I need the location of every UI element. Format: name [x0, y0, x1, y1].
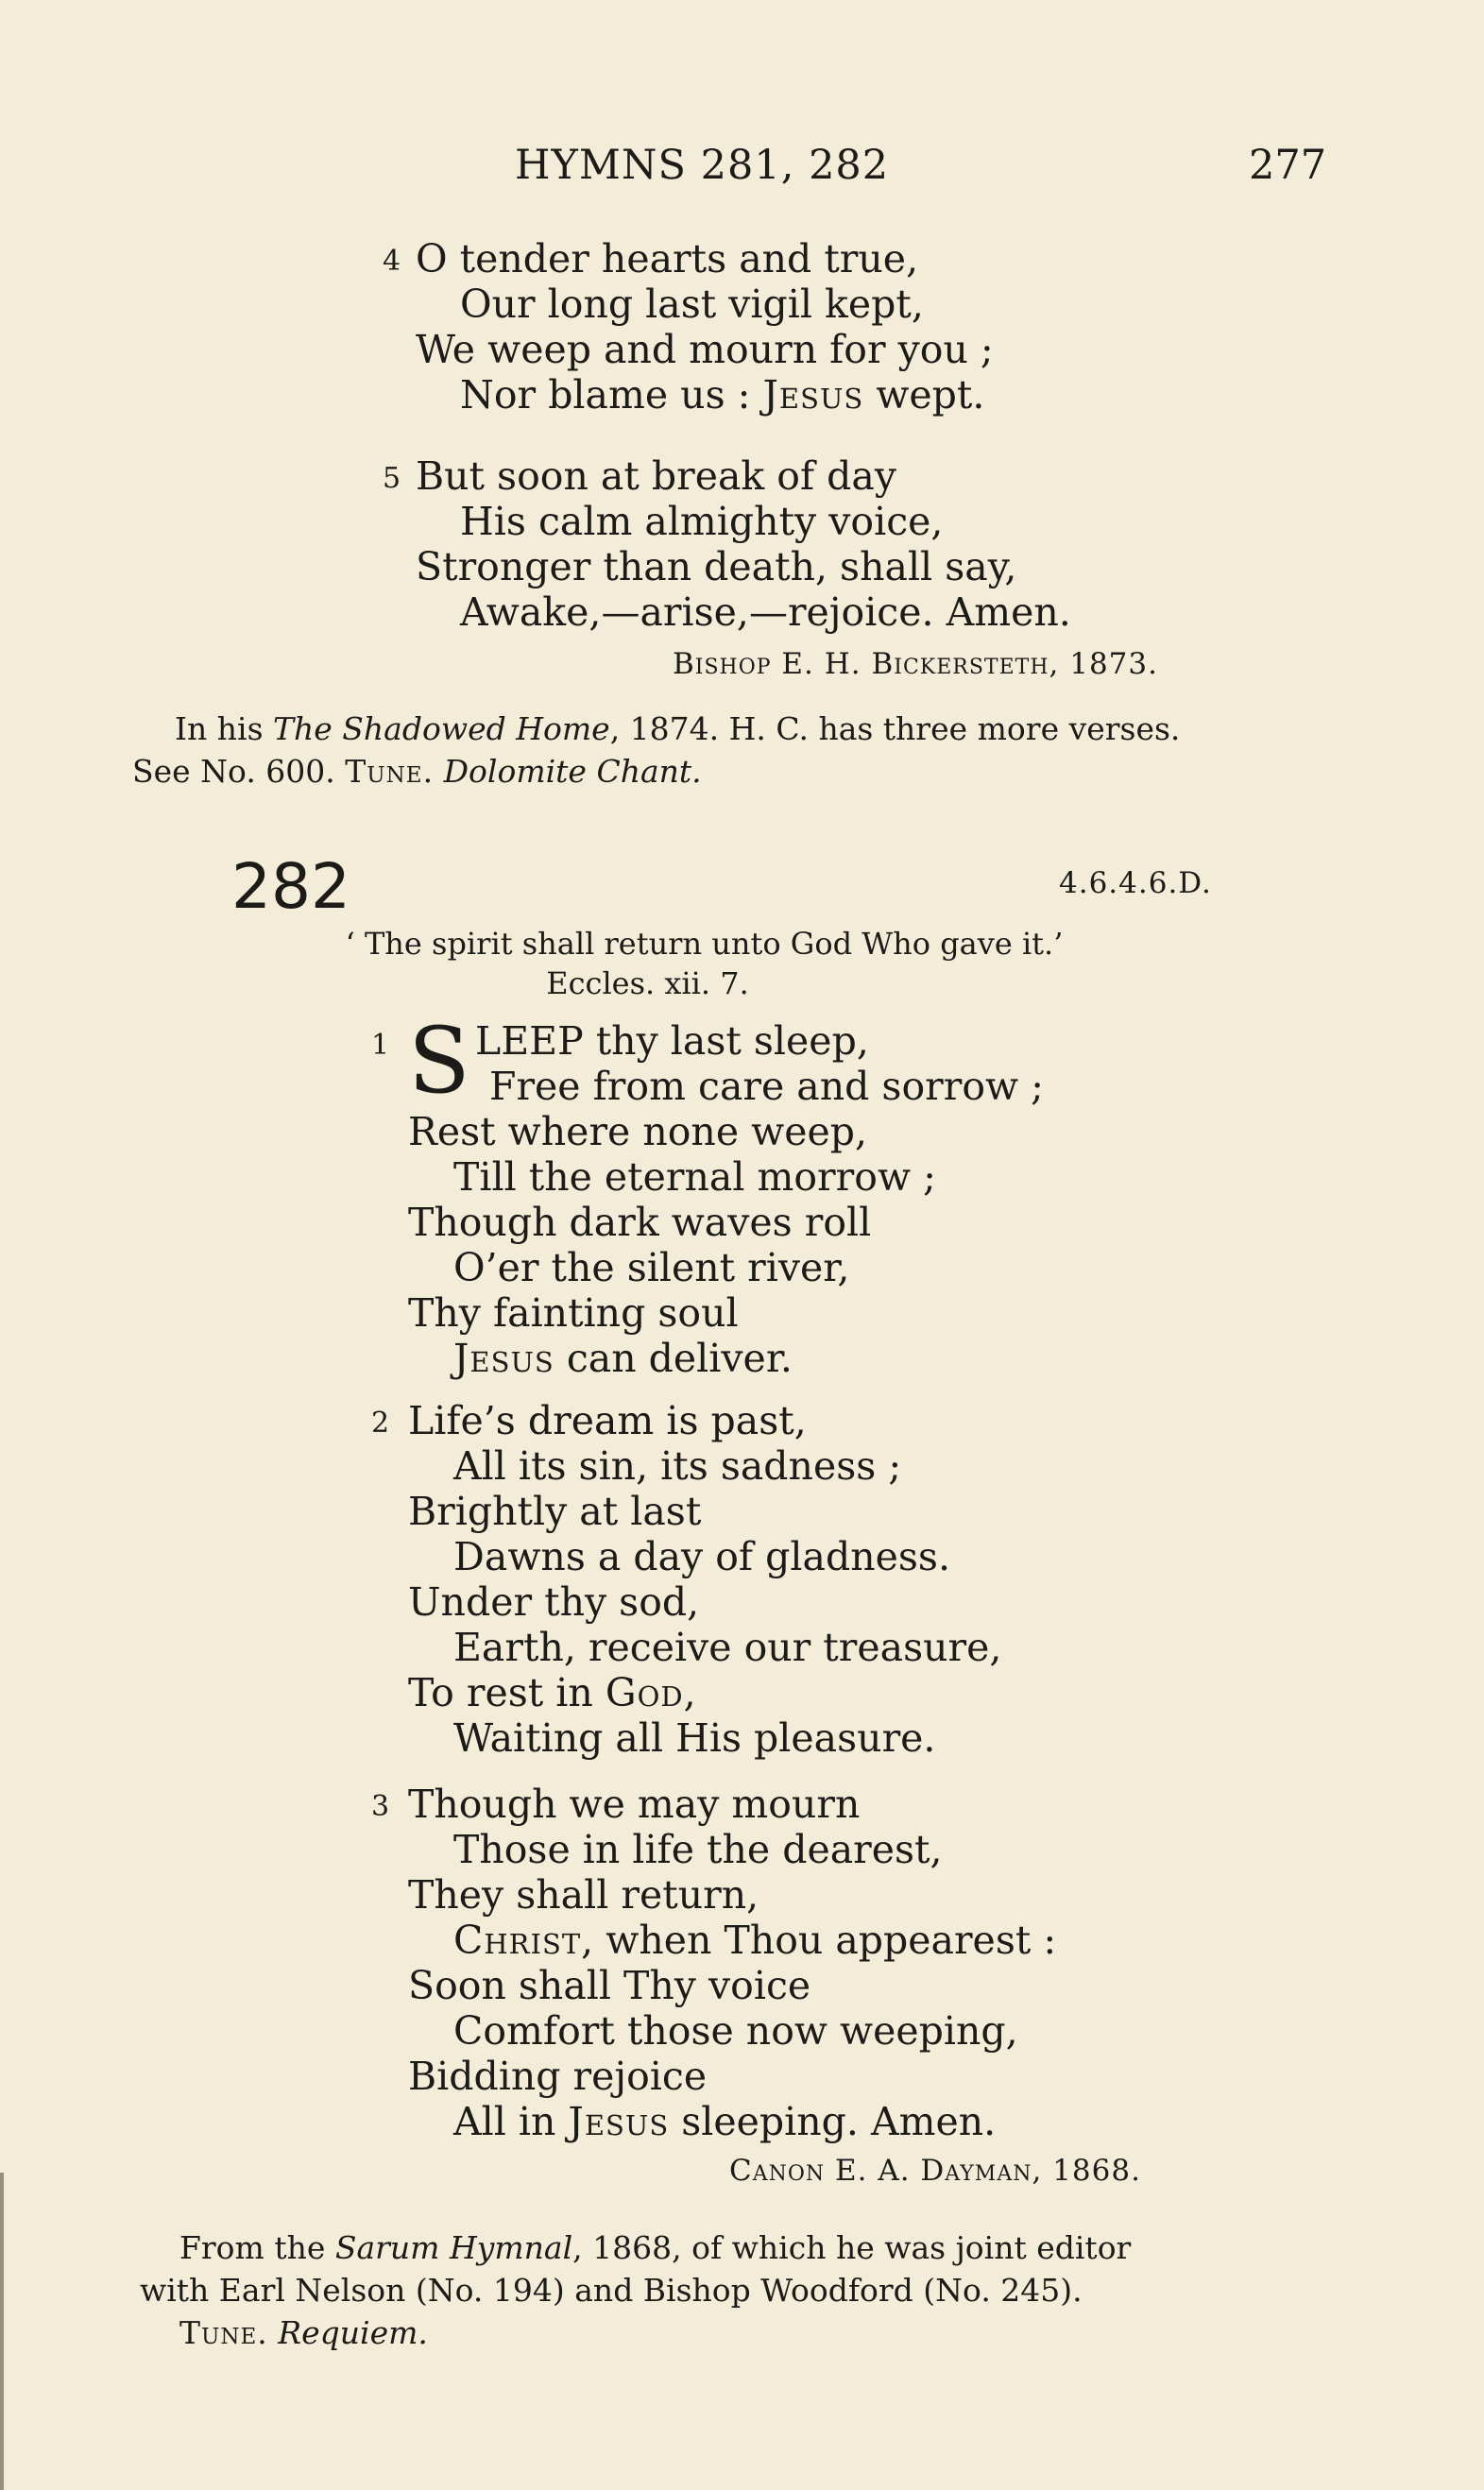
verse-line: Bidding rejoice	[408, 2054, 708, 2099]
verse-line: Though dark waves roll	[408, 1200, 872, 1245]
verse-line: Free from care and sorrow ;	[489, 1064, 1044, 1109]
verse-line: O tender hearts and true,	[416, 236, 919, 281]
note-line: In his The Shadowed Home, 1874. H. C. has three more verses.	[175, 710, 1181, 747]
verse-line: Brightly at last	[408, 1489, 702, 1534]
stanza-number: 3	[371, 1790, 390, 1823]
stanza-number: 2	[371, 1407, 390, 1440]
verse-line: Awake,—arise,—rejoice. Amen.	[460, 589, 1071, 635]
verse-line: Rest where none weep,	[408, 1109, 868, 1154]
verse-line: O’er the silent river,	[453, 1245, 850, 1290]
verse-line: Soon shall Thy voice	[408, 1963, 811, 2008]
verse-line: All its sin, its sadness ;	[453, 1443, 902, 1489]
epigraph-reference: Eccles. xii. 7.	[546, 965, 749, 1001]
page-number: 277	[1249, 142, 1327, 189]
verse-line: Those in life the dearest,	[453, 1827, 943, 1872]
verse-line: Under thy sod,	[408, 1579, 700, 1625]
verse-line: Waiting all His pleasure.	[453, 1715, 936, 1761]
verse-line: His calm almighty voice,	[460, 499, 944, 544]
page-edge-shadow	[0, 2173, 4, 2490]
verse-line: Life’s dream is past,	[408, 1398, 807, 1443]
verse-line: Thy fainting soul	[408, 1290, 739, 1336]
hymn-281-attribution: Bishop E. H. Bickersteth, 1873.	[673, 647, 1158, 681]
verse-line: To rest in God,	[408, 1670, 696, 1715]
stanza-number: 1	[371, 1029, 390, 1062]
stanza-number: 4	[383, 245, 401, 278]
running-title: HYMNS 281, 282	[515, 142, 890, 189]
epigraph-line: ‘ The spirit shall return unto God Who gave it.’	[345, 926, 1064, 962]
verse-line: Christ, when Thou appearest :	[453, 1918, 1057, 1963]
hymn-meter: 4.6.4.6.D.	[1059, 866, 1212, 900]
note-line: See No. 600. Tune. Dolomite Chant.	[132, 753, 702, 790]
verse-line: All in Jesus sleeping. Amen.	[453, 2099, 997, 2144]
verse-line: They shall return,	[408, 1872, 759, 1918]
verse-line: Dawns a day of gladness.	[453, 1534, 950, 1579]
verse-line: Nor blame us : Jesus wept.	[460, 372, 985, 418]
verse-line: We weep and mourn for you ;	[416, 327, 994, 372]
note-line: From the Sarum Hymnal, 1868, of which he was joint editor	[179, 2229, 1132, 2266]
hymn-number: 282	[231, 850, 350, 923]
note-line: with Earl Nelson (No. 194) and Bishop Woodford (No. 245).	[140, 2272, 1083, 2309]
verse-line: Till the eternal morrow ;	[453, 1154, 936, 1200]
drop-cap: S	[408, 1008, 470, 1114]
verse-line: Jesus can deliver.	[453, 1336, 793, 1381]
verse-line: Our long last vigil kept,	[460, 281, 924, 327]
page-header	[0, 142, 1484, 198]
stanza-number: 5	[383, 462, 401, 495]
verse-line: Though we may mourn	[408, 1782, 861, 1827]
verse-line: Comfort those now weeping,	[453, 2008, 1018, 2054]
verse-line: But soon at break of day	[416, 453, 897, 499]
verse-line: Stronger than death, shall say,	[416, 544, 1017, 589]
verse-line: LEEP thy last sleep,	[475, 1018, 869, 1064]
hymn-282-attribution: Canon E. A. Dayman, 1868.	[729, 2154, 1141, 2188]
verse-line: Earth, receive our treasure,	[453, 1625, 1002, 1670]
note-line: Tune. Requiem.	[179, 2314, 428, 2351]
